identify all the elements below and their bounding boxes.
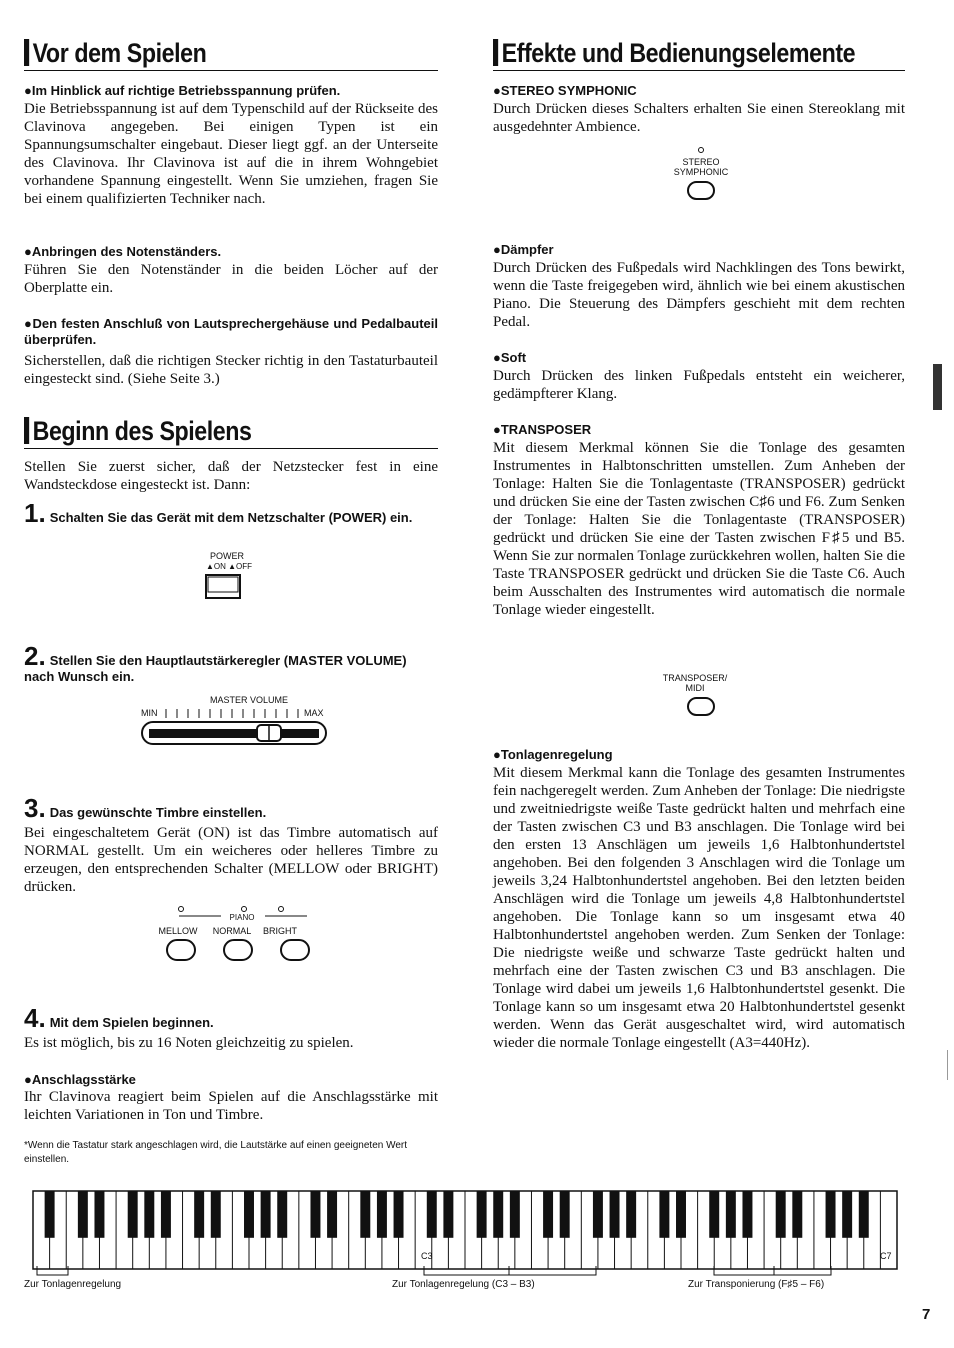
black-key (626, 1191, 636, 1238)
black-key (593, 1191, 603, 1238)
black-key (859, 1191, 869, 1238)
black-key (493, 1191, 503, 1238)
footnote: *Wenn die Tastatur stark angeschlagen wird, die Lautstärke auf einen geeigneten Wert einstellen. (24, 1140, 408, 1165)
black-key (792, 1191, 802, 1238)
black-key (443, 1191, 453, 1238)
black-key (659, 1191, 669, 1238)
section-title-text: Effekte und Bedienungselemente (501, 38, 856, 68)
subheading-transposer: ●TRANSPOSER (493, 422, 592, 437)
black-key (560, 1191, 570, 1238)
black-key (78, 1191, 88, 1238)
paragraph-connection: Sicherstellen, daß die richtigen Stecker richtig in den Tastaturbauteil eingesteckt sind. (Siehe Seite 3.) (24, 353, 438, 387)
black-key (826, 1191, 836, 1238)
normal-label: NORMAL (212, 926, 252, 936)
c3-key-label: C3 (421, 1251, 433, 1261)
power-label: POWER (209, 551, 244, 561)
symphonic-label: SYMPHONIC (673, 167, 729, 177)
black-key (676, 1191, 686, 1238)
paragraph-timbre: Bei eingeschaltetem Gerät (ON) ist das Timbre automatisch auf NORMAL gestellt. Um ein weicheres oder helleres Timbre zu erzeugen, den entsprechenden Schalter (MELLOW oder BRIGHT) drücken. (24, 825, 438, 895)
black-key (610, 1191, 620, 1238)
black-key (709, 1191, 719, 1238)
black-key (842, 1191, 852, 1238)
section-title-effekte (493, 38, 855, 68)
black-key (477, 1191, 487, 1238)
black-key (244, 1191, 254, 1238)
title-rule (24, 448, 438, 449)
subheading-connection: ●Den festen Anschluß von Lautsprechergehäuse und Pedalbauteil überprüfen. (24, 316, 438, 347)
piano-label: PIANO (229, 913, 255, 922)
subheading-stereo-symphonic: ●STEREO SYMPHONIC (493, 83, 637, 98)
step-text: Stellen Sie den Hauptlautstärkeregler (MASTER VOLUME) nach Wunsch ein. (24, 653, 407, 684)
paragraph-soft: Durch Drücken des linken Fußpedals entsteht ein weicherer, gedämpfterer Klang. (493, 368, 905, 402)
bright-label: BRIGHT (262, 926, 297, 936)
black-key (194, 1191, 204, 1238)
c7-key-label: C7 (880, 1251, 892, 1261)
edge-mark (947, 1050, 948, 1080)
stereo-symphonic-button-icon (685, 179, 719, 203)
black-key (144, 1191, 154, 1238)
paragraph-transposer: Mit diesem Merkmal können Sie die Tonlage des gesamten Instrumentes in Halbtonschritten umstellen. Zum Anheben der Tonlage: Halten Sie die Tonlagentaste (TRANSPOSER) gedrückt und drücken Sie eine der Tasten zwischen C♯6 und F6. Zum Senken der Tonlage: Halten Sie die Tonlagentaste (TRANSPOSER) gedrückt und drücken Sie eine der Tasten zwischen F♯5 und B5. Wenn Sie zur normalen Tonlage zurückkehren wollen, halten Sie die Taste TRANSPOSER gedrückt und drücken Sie die Taste C6. Auch beim Ausschalten des Instrumentes wird automatisch die normale Tonlage wieder eingestellt. (493, 440, 905, 618)
transposer-label: TRANSPOSER/ (662, 673, 728, 683)
black-key (310, 1191, 320, 1238)
black-key (261, 1191, 271, 1238)
step-3 (24, 793, 438, 823)
subheading-touch: ●Anschlagsstärke (24, 1072, 136, 1087)
black-key (161, 1191, 171, 1238)
step-text: Mit dem Spielen beginnen. (49, 1015, 214, 1030)
black-key (277, 1191, 287, 1238)
black-key (427, 1191, 437, 1238)
black-key (128, 1191, 138, 1238)
power-on-off-label: ▲ON ▲OFF (205, 562, 253, 571)
paragraph-intro: Stellen Sie zuerst sicher, daß der Netzstecker fest in eine Wandsteckdose eingesteckt ist. Dann: (24, 459, 438, 493)
section-title-text: Vor dem Spielen (32, 38, 207, 68)
title-bar-marker (493, 39, 498, 66)
step-text: Das gewünschte Timbre einstellen. (49, 805, 267, 820)
page-number: 7 (922, 1306, 931, 1323)
black-key (726, 1191, 736, 1238)
stereo-led-icon (696, 146, 706, 154)
paragraph-voltage: Die Betriebsspannung ist auf dem Typenschild auf der Rückseite des Clavinova angegeben. Bei einigen Typen ist ein Spannungsumschalter eingebaut. Dieser liegt ggf. an der Unterseite des Clavinova. Ihr Clavinova ist auf die in ihrem Wohngebiet vorhandene Spannung eingestellt. Wenn Sie umziehen, fragen Sie bei einem qualifizierten Techniker nach. (24, 101, 438, 207)
midi-label: MIDI (685, 683, 705, 693)
stereo-label: STEREO (682, 157, 720, 167)
power-switch-icon (205, 574, 249, 600)
step-4 (24, 1003, 438, 1033)
section-title-beginn (24, 416, 252, 446)
section-title-vor-dem-spielen (24, 38, 206, 68)
step-text: Schalten Sie das Gerät mit dem Netzschalter (POWER) ein. (49, 510, 413, 525)
black-key (394, 1191, 404, 1238)
title-bar-marker (24, 417, 29, 444)
subheading-tuning: ●Tonlagenregelung (493, 747, 613, 762)
step-number: 4. (24, 1003, 46, 1033)
black-key (45, 1191, 55, 1238)
black-key (543, 1191, 553, 1238)
subheading-music-stand: ●Anbringen des Notenständers. (24, 244, 222, 259)
section-title-text: Beginn des Spielens (32, 416, 252, 446)
title-rule (24, 70, 438, 71)
volume-min-label: MIN (141, 708, 158, 718)
black-key (776, 1191, 786, 1238)
label-tuning-left: Zur Tonlagenregelung (24, 1279, 122, 1290)
volume-max-label: MAX (304, 708, 324, 718)
mellow-label: MELLOW (158, 926, 198, 936)
title-rule (493, 70, 905, 71)
paragraph-music-stand: Führen Sie den Notenständer in die beiden Löcher auf der Oberplatte ein. (24, 262, 438, 296)
black-key (327, 1191, 337, 1238)
label-transpose-range: Zur Transponierung (F♯5 – F6) (688, 1279, 825, 1290)
subheading-voltage: ●Im Hinblick auf richtige Betriebsspannung prüfen. (24, 83, 341, 98)
transposer-button-icon (685, 695, 719, 719)
black-key (211, 1191, 221, 1238)
black-key (742, 1191, 752, 1238)
paragraph-polyphony: Es ist möglich, bis zu 16 Noten gleichzeitig zu spielen. (24, 1035, 354, 1051)
keyboard-diagram (32, 1190, 898, 1272)
title-bar-marker (24, 39, 29, 66)
paragraph-touch: Ihr Clavinova reagiert beim Spielen auf die Anschlagsstärke mit leichten Variationen in Ton und Timbre. (24, 1089, 438, 1123)
step-2 (24, 641, 438, 685)
master-volume-slider-icon (139, 706, 329, 748)
step-number: 1. (24, 498, 46, 528)
subheading-damper: ●Dämpfer (493, 242, 554, 257)
timbre-buttons-icon (164, 937, 324, 963)
subheading-soft: ●Soft (493, 350, 527, 365)
black-key (510, 1191, 520, 1238)
black-key (94, 1191, 104, 1238)
step-number: 3. (24, 793, 46, 823)
keyboard-range-brackets (30, 1264, 900, 1280)
step-number: 2. (24, 641, 46, 671)
step-1 (24, 498, 438, 528)
paragraph-tuning: Mit diesem Merkmal kann die Tonlage des gesamten Instrumentes fein nachgeregelt werden. Zum Anheben der Tonlage: Die niedrigste und zweitniedrigste weiße Taste gedrückt halten und mehrfach eine der Tasten zwischen C3 und B3 anschlagen. Die Tonlage wird bei den ersten 13 Anschlägen um jeweils 1,6 Halbtonhundertstel angehoben. Bei den folgenden 3 Anschlagen wird die Tonlage um jeweils 3,24 Halbtonhundertstel angehoben. Bei den letzten beiden Anschlägen wird die Tonlage um jeweils 4,8 Halbtonhundertstel angehoben. Die Tonlage kann so um insgesamt etwa 40 Halbtonhundertstel angehoben werden. Zum Senken der Tonlage: Die niedrigste weiße und schwarze Taste gedrückt halten und mehrfach eine der Tasten zwischen C3 und B3 anschlagen. Die Tonlage wird dabei um jeweils 1,6 Halbtonhundertstel gesenkt. Die Tonlage kann so um insgesamt etwa 20 Halbtonhundertstel gesenkt werden. Wenn das Gerät ausgeschaltet wird, wird automatisch wieder die normale Tonlage eingestellt (A3=440Hz). (493, 765, 905, 1051)
label-tuning-range: Zur Tonlagenregelung (C3 – B3) (392, 1279, 535, 1290)
paragraph-stereo-symphonic: Durch Drücken dieses Schalters erhalten Sie einen Stereoklang mit ausgedehnter Ambience. (493, 101, 905, 135)
chapter-tab-marker (933, 364, 942, 410)
master-volume-label: MASTER VOLUME (209, 695, 288, 705)
black-key (360, 1191, 370, 1238)
paragraph-damper: Durch Drücken des Fußpedals wird Nachklingen des Tons bewirkt, wenn die Taste freigegeben wird, ähnlich wie bei einem akustischen Piano. Die Steuerung des Dämpfers geschieht mit dem rechten Pedal. (493, 260, 905, 330)
black-key (377, 1191, 387, 1238)
